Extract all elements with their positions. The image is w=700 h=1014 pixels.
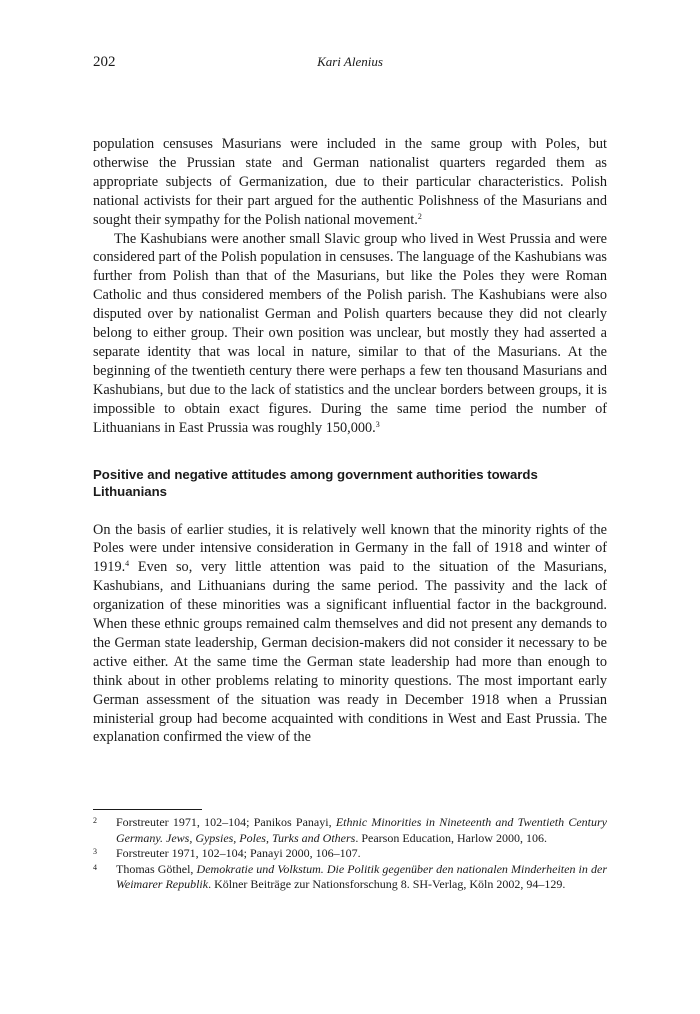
- footnote-ref-4[interactable]: 4: [125, 559, 130, 569]
- footnote-text: [116, 862, 607, 893]
- footnote-title-italic: Ethnic Minorities in Nineteenth and Twentieth Century Germany. Jews, Gypsies, Poles, Turks and Others: [116, 815, 608, 845]
- paragraph-1: [93, 135, 607, 230]
- running-head-author: Kari Alenius: [317, 54, 383, 69]
- footnote-text: [116, 815, 607, 846]
- footnote-title-italic: Demokratie und Volkstum. Die Politik gegenüber den nationalen Minderheiten in der Weimarer Republik: [116, 861, 607, 891]
- page-number: 202: [93, 54, 116, 70]
- footnote-number: 3: [93, 847, 97, 856]
- paragraph-2-text: The Kashubians were another small Slavic group who lived in West Prussia and were considered part of the Polish population in censuses. The language of the Kashubians was further from Polish than that of the Masurians, but like the Poles they were Roman Catholic and thus considered members of the Polish parish. The Kashubians were also disputed over by nationalist German and Polish quarters because they did not clearly belong to either group. Their own position was unclear, but mostly they had asserted a separate identity that was local in nature, similar to that of the Masurians. At the beginning of the twentieth century there were perhaps a few ten thousand Masurians and Kashubians, but due to the lack of statistics and the unclear borders between groups, it is impossible to obtain exact figures. During the same time period the number of Lithuanians in East Prussia was roughly 150,000.: [93, 230, 607, 436]
- footnote-2: [93, 815, 607, 846]
- footnote-text-plain: . Pearson Education, Harlow 2000, 106.: [355, 830, 547, 845]
- paragraph-2: [93, 230, 607, 438]
- footnote-rule: [93, 809, 202, 810]
- page-header: [93, 54, 607, 74]
- footnote-text-plain: Forstreuter 1971, 102–104; Panikos Panayi,: [116, 815, 336, 829]
- footnote-text-plain: Thomas Göthel,: [116, 861, 197, 876]
- body-text: [93, 135, 607, 747]
- footnote-text-plain: . Kölner Beiträge zur Nationsforschung 8. SH-Verlag, Köln 2002, 94–129.: [208, 877, 566, 891]
- footnote-number: 2: [93, 816, 97, 825]
- footnote-text-plain: Forstreuter 1971, 102–104; Panayi 2000, 106–107.: [116, 846, 361, 860]
- paragraph-1-text: population censuses Masurians were included in the same group with Poles, but otherwise the Prussian state and German nationalist quarters regarded them as appropriate subjects of Germanization, due to their particular characteristics. Polish national activists for their part argued for the authentic Polishness of the Masurians and sought their sympathy for the Polish national movement.: [93, 136, 607, 228]
- footnote-number: 4: [93, 862, 97, 872]
- footnote-text: [116, 846, 607, 862]
- footnote-4: [93, 862, 607, 893]
- paragraph-3-text-before: On the basis of earlier studies, it is relatively well known that the minority rights of the Poles were under intensive consideration in Germany in the fall of 1918 and winter of 1919.: [93, 521, 607, 576]
- paragraph-3-text-after: Even so, very little attention was paid to the situation of the Masurians, Kashubians, and Lithuanians during the same period. The passivity and the lack of organization of these minorities was a significant influential factor in the background. When these ethnic groups remained calm themselves and did not present any demands to the German state leadership, German decision-makers did not consider it necessary to be active either. At the same time the German state leadership had more than enough to think about in other problems relating to minority questions. The most important early German assessment of the situation was ready in December 1918 when a Prussian ministerial group had become acquainted with conditions in West and East Prussia. The explanation confirmed the view of the: [93, 559, 607, 746]
- footnotes: [93, 809, 607, 893]
- paragraph-3: [93, 521, 607, 748]
- footnote-ref-2[interactable]: 2: [417, 211, 422, 221]
- section-heading: Positive and negative attitudes among government authorities towards Lithuanians: [93, 466, 538, 499]
- footnote-3: [93, 846, 607, 862]
- footnote-ref-3[interactable]: 3: [375, 419, 380, 429]
